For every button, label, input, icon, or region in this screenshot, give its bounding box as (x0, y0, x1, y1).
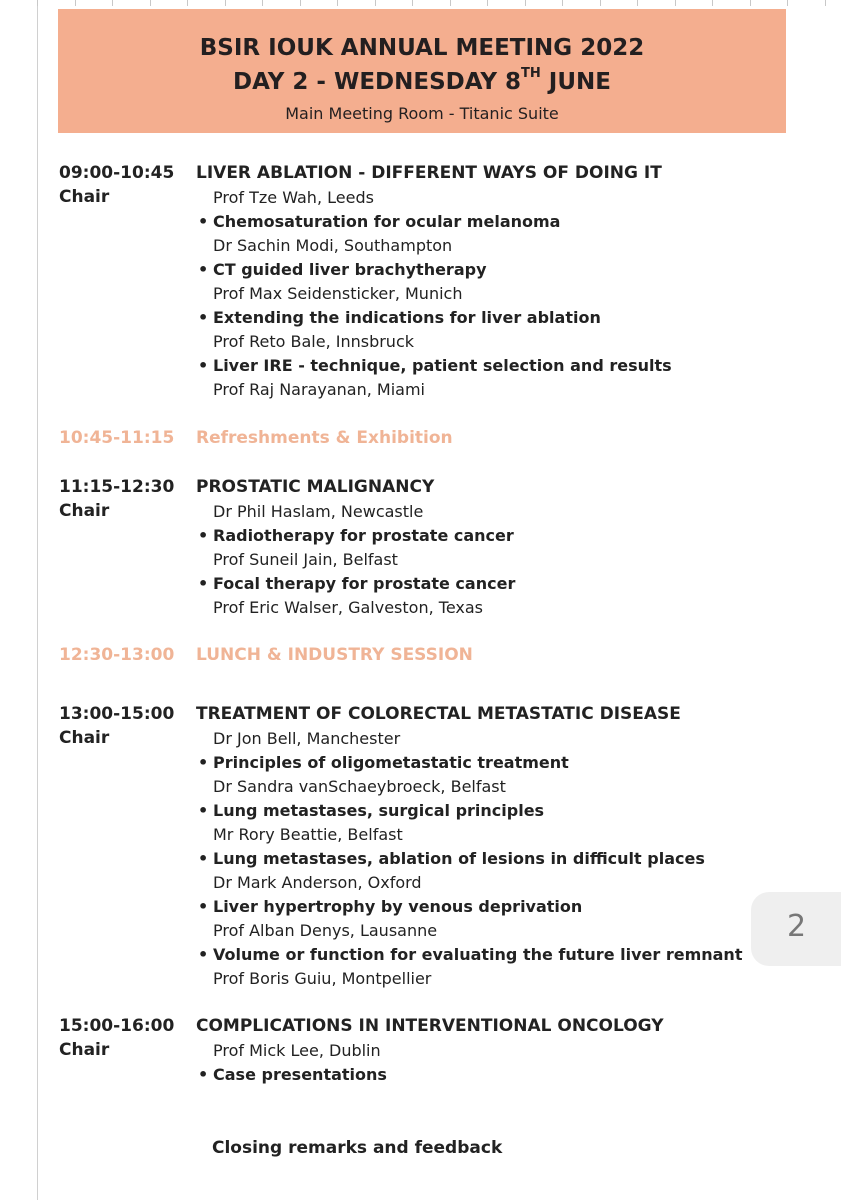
meeting-title: BSIR IOUK ANNUAL MEETING 2022 (199, 35, 645, 61)
session-time: 09:00-10:45 (59, 163, 175, 183)
page-number-tab (751, 892, 841, 966)
chair-name: Prof Tze Wah, Leeds (213, 188, 374, 207)
talk-title: • Lung metastases, surgical principles (198, 801, 545, 820)
talk-title: • Principles of oligometastatic treatment (198, 753, 569, 772)
talk-speaker: Prof Alban Denys, Lausanne (213, 921, 438, 940)
break-time: 10:45-11:15 (59, 428, 175, 448)
talk-speaker: Prof Eric Walser, Galveston, Texas (213, 598, 483, 617)
talk-title: • Liver IRE - technique, patient selection and results (198, 356, 672, 375)
talk-title: • Radiotherapy for prostate cancer (198, 526, 514, 545)
talk-speaker: Dr Sandra vanSchaeybroeck, Belfast (213, 777, 506, 796)
talk-speaker: Prof Reto Bale, Innsbruck (213, 332, 415, 351)
talk-speaker: Prof Boris Guiu, Montpellier (213, 969, 432, 988)
talk-speaker: Prof Max Seidensticker, Munich (213, 284, 463, 303)
venue: Main Meeting Room - Titanic Suite (285, 104, 559, 123)
chair-label: Chair (59, 728, 110, 748)
talk-speaker: Prof Suneil Jain, Belfast (213, 550, 398, 569)
talk-title: • Case presentations (198, 1065, 387, 1084)
talk-title: • Focal therapy for prostate cancer (198, 574, 516, 593)
break-title: LUNCH & INDUSTRY SESSION (196, 645, 473, 665)
day-heading: DAY 2 - WEDNESDAY 8TH JUNE (233, 66, 611, 95)
session-title: PROSTATIC MALIGNANCY (196, 477, 435, 497)
session-time: 13:00-15:00 (59, 704, 175, 724)
chair-name: Dr Jon Bell, Manchester (213, 729, 401, 748)
talk-speaker: Prof Raj Narayanan, Miami (213, 380, 425, 399)
closing-remarks: Closing remarks and feedback (212, 1138, 503, 1158)
chair-label: Chair (59, 1040, 110, 1060)
talk-speaker: Dr Mark Anderson, Oxford (213, 873, 422, 892)
chair-name: Prof Mick Lee, Dublin (213, 1041, 381, 1060)
talk-title: • Volume or function for evaluating the future liver remnant (198, 945, 743, 964)
chair-label: Chair (59, 501, 110, 521)
talk-title: • CT guided liver brachytherapy (198, 260, 487, 279)
session-title: LIVER ABLATION - DIFFERENT WAYS OF DOING IT (196, 163, 662, 183)
page-number: 2 (787, 909, 807, 944)
break-time: 12:30-13:00 (59, 645, 175, 665)
page-edge-line (37, 0, 38, 1200)
talk-title: • Lung metastases, ablation of lesions in difficult places (198, 849, 705, 868)
header-banner (58, 9, 786, 133)
session-time: 11:15-12:30 (59, 477, 175, 497)
talk-title: • Liver hypertrophy by venous deprivation (198, 897, 583, 916)
session-title: TREATMENT OF COLORECTAL METASTATIC DISEASE (196, 704, 681, 724)
chair-name: Dr Phil Haslam, Newcastle (213, 502, 424, 521)
session-time: 15:00-16:00 (59, 1016, 175, 1036)
break-title: Refreshments & Exhibition (196, 428, 453, 448)
talk-speaker: Dr Sachin Modi, Southampton (213, 236, 453, 255)
ruler-top (0, 0, 841, 6)
talk-speaker: Mr Rory Beattie, Belfast (213, 825, 403, 844)
session-title: COMPLICATIONS IN INTERVENTIONAL ONCOLOGY (196, 1016, 664, 1036)
talk-title: • Extending the indications for liver ablation (198, 308, 601, 327)
talk-title: • Chemosaturation for ocular melanoma (198, 212, 561, 231)
chair-label: Chair (59, 187, 110, 207)
